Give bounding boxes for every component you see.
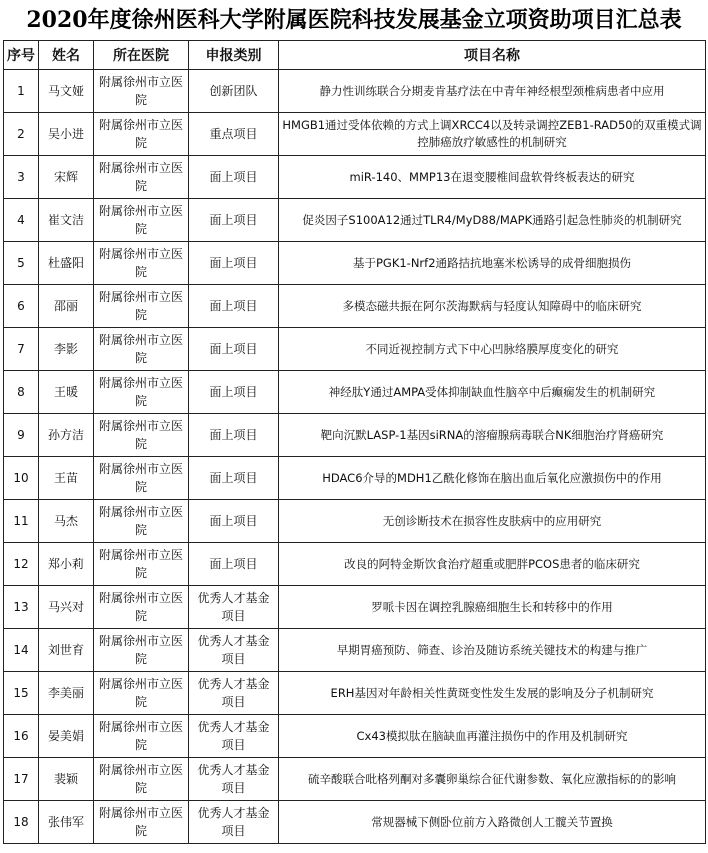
applicant-name: 李美丽 [39, 672, 94, 715]
applicant-name: 马兴对 [39, 586, 94, 629]
table-row [4, 457, 706, 500]
applicant-name: 王苗 [39, 457, 94, 500]
project-title: HDAC6介导的MDH1乙酰化修饰在脑出血后氧化应激损伤中的作用 [279, 457, 706, 500]
project-title: 早期胃癌预防、筛查、诊治及随访系统关键技术的构建与推广 [279, 629, 706, 672]
table-row [4, 801, 706, 844]
application-category: 优秀人才基金项目 [189, 586, 279, 629]
applicant-name: 张伟军 [39, 801, 94, 844]
applicant-name: 杜盛阳 [39, 242, 94, 285]
row-number: 1 [4, 70, 39, 113]
application-category: 面上项目 [189, 414, 279, 457]
application-category: 优秀人才基金项目 [189, 715, 279, 758]
application-category: 重点项目 [189, 113, 279, 156]
header-number: 序号 [4, 41, 39, 70]
applicant-name: 马杰 [39, 500, 94, 543]
project-title: 多模态磁共振在阿尔茨海默病与轻度认知障碍中的临床研究 [279, 285, 706, 328]
applicant-name: 刘世育 [39, 629, 94, 672]
applicant-name: 崔文洁 [39, 199, 94, 242]
hospital-name: 附属徐州市立医院 [94, 586, 189, 629]
header-category: 申报类别 [189, 41, 279, 70]
table-row [4, 156, 706, 199]
applicant-name: 晏美娟 [39, 715, 94, 758]
page-title: 2020年度徐州医科大学附属医院科技发展基金立项资助项目汇总表 [26, 7, 682, 33]
applicant-name: 郑小莉 [39, 543, 94, 586]
project-title: 神经肽Y通过AMPA受体抑制缺血性脑卒中后癫痫发生的机制研究 [279, 371, 706, 414]
table-row [4, 242, 706, 285]
table-row [4, 113, 706, 156]
funding-table [3, 40, 706, 844]
hospital-name: 附属徐州市立医院 [94, 285, 189, 328]
table-row [4, 715, 706, 758]
application-category: 面上项目 [189, 500, 279, 543]
row-number: 12 [4, 543, 39, 586]
application-category: 面上项目 [189, 328, 279, 371]
project-title: ERH基因对年龄相关性黄斑变性发生发展的影响及分子机制研究 [279, 672, 706, 715]
hospital-name: 附属徐州市立医院 [94, 758, 189, 801]
table-row [4, 199, 706, 242]
table-header-row [4, 41, 706, 70]
application-category: 面上项目 [189, 543, 279, 586]
row-number: 5 [4, 242, 39, 285]
application-category: 面上项目 [189, 285, 279, 328]
row-number: 3 [4, 156, 39, 199]
project-title: 不同近视控制方式下中心凹脉络膜厚度变化的研究 [279, 328, 706, 371]
row-number: 6 [4, 285, 39, 328]
applicant-name: 王暖 [39, 371, 94, 414]
header-project: 项目名称 [279, 41, 706, 70]
row-number: 10 [4, 457, 39, 500]
hospital-name: 附属徐州市立医院 [94, 156, 189, 199]
project-title: 靶向沉默LASP-1基因siRNA的溶瘤腺病毒联合NK细胞治疗肾癌研究 [279, 414, 706, 457]
application-category: 面上项目 [189, 199, 279, 242]
application-category: 面上项目 [189, 242, 279, 285]
hospital-name: 附属徐州市立医院 [94, 500, 189, 543]
applicant-name: 李影 [39, 328, 94, 371]
row-number: 2 [4, 113, 39, 156]
hospital-name: 附属徐州市立医院 [94, 371, 189, 414]
hospital-name: 附属徐州市立医院 [94, 242, 189, 285]
hospital-name: 附属徐州市立医院 [94, 199, 189, 242]
row-number: 14 [4, 629, 39, 672]
project-title: 改良的阿特金斯饮食治疗超重或肥胖PCOS患者的临床研究 [279, 543, 706, 586]
row-number: 17 [4, 758, 39, 801]
header-hospital: 所在医院 [94, 41, 189, 70]
applicant-name: 邵丽 [39, 285, 94, 328]
applicant-name: 吴小进 [39, 113, 94, 156]
hospital-name: 附属徐州市立医院 [94, 457, 189, 500]
row-number: 15 [4, 672, 39, 715]
application-category: 面上项目 [189, 457, 279, 500]
row-number: 11 [4, 500, 39, 543]
row-number: 8 [4, 371, 39, 414]
project-title: 常规器械下侧卧位前方入路微创人工髋关节置换 [279, 801, 706, 844]
table-row [4, 328, 706, 371]
project-title: miR-140、MMP13在退变腰椎间盘软骨终板表达的研究 [279, 156, 706, 199]
table-row [4, 371, 706, 414]
table-row [4, 70, 706, 113]
hospital-name: 附属徐州市立医院 [94, 328, 189, 371]
hospital-name: 附属徐州市立医院 [94, 543, 189, 586]
applicant-name: 宋辉 [39, 156, 94, 199]
application-category: 优秀人才基金项目 [189, 801, 279, 844]
project-title: Cx43模拟肽在脑缺血再灌注损伤中的作用及机制研究 [279, 715, 706, 758]
table-row [4, 629, 706, 672]
hospital-name: 附属徐州市立医院 [94, 715, 189, 758]
hospital-name: 附属徐州市立医院 [94, 629, 189, 672]
application-category: 优秀人才基金项目 [189, 672, 279, 715]
row-number: 16 [4, 715, 39, 758]
project-title: HMGB1通过受体依赖的方式上调XRCC4以及转录调控ZEB1-RAD50的双重模式调控肺癌放疗敏感性的机制研究 [279, 113, 706, 156]
hospital-name: 附属徐州市立医院 [94, 70, 189, 113]
table-row [4, 285, 706, 328]
table-row [4, 500, 706, 543]
project-title: 无创诊断技术在损容性皮肤病中的应用研究 [279, 500, 706, 543]
project-title: 促炎因子S100A12通过TLR4/MyD88/MAPK通路引起急性肺炎的机制研究 [279, 199, 706, 242]
table-row [4, 414, 706, 457]
header-name: 姓名 [39, 41, 94, 70]
hospital-name: 附属徐州市立医院 [94, 414, 189, 457]
table-row [4, 586, 706, 629]
application-category: 面上项目 [189, 156, 279, 199]
row-number: 4 [4, 199, 39, 242]
project-title: 硫辛酸联合吡格列酮对多囊卵巢综合征代谢参数、氧化应激指标的的影响 [279, 758, 706, 801]
table-row [4, 758, 706, 801]
row-number: 18 [4, 801, 39, 844]
table-row [4, 672, 706, 715]
hospital-name: 附属徐州市立医院 [94, 113, 189, 156]
hospital-name: 附属徐州市立医院 [94, 801, 189, 844]
application-category: 优秀人才基金项目 [189, 629, 279, 672]
row-number: 7 [4, 328, 39, 371]
row-number: 9 [4, 414, 39, 457]
project-title: 罗哌卡因在调控乳腺癌细胞生长和转移中的作用 [279, 586, 706, 629]
row-number: 13 [4, 586, 39, 629]
application-category: 优秀人才基金项目 [189, 758, 279, 801]
hospital-name: 附属徐州市立医院 [94, 672, 189, 715]
applicant-name: 马文娅 [39, 70, 94, 113]
applicant-name: 裴颖 [39, 758, 94, 801]
table-row [4, 543, 706, 586]
applicant-name: 孙方洁 [39, 414, 94, 457]
application-category: 创新团队 [189, 70, 279, 113]
application-category: 面上项目 [189, 371, 279, 414]
project-title: 基于PGK1-Nrf2通路拮抗地塞米松诱导的成骨细胞损伤 [279, 242, 706, 285]
project-title: 静力性训练联合分期麦肯基疗法在中青年神经根型颈椎病患者中应用 [279, 70, 706, 113]
